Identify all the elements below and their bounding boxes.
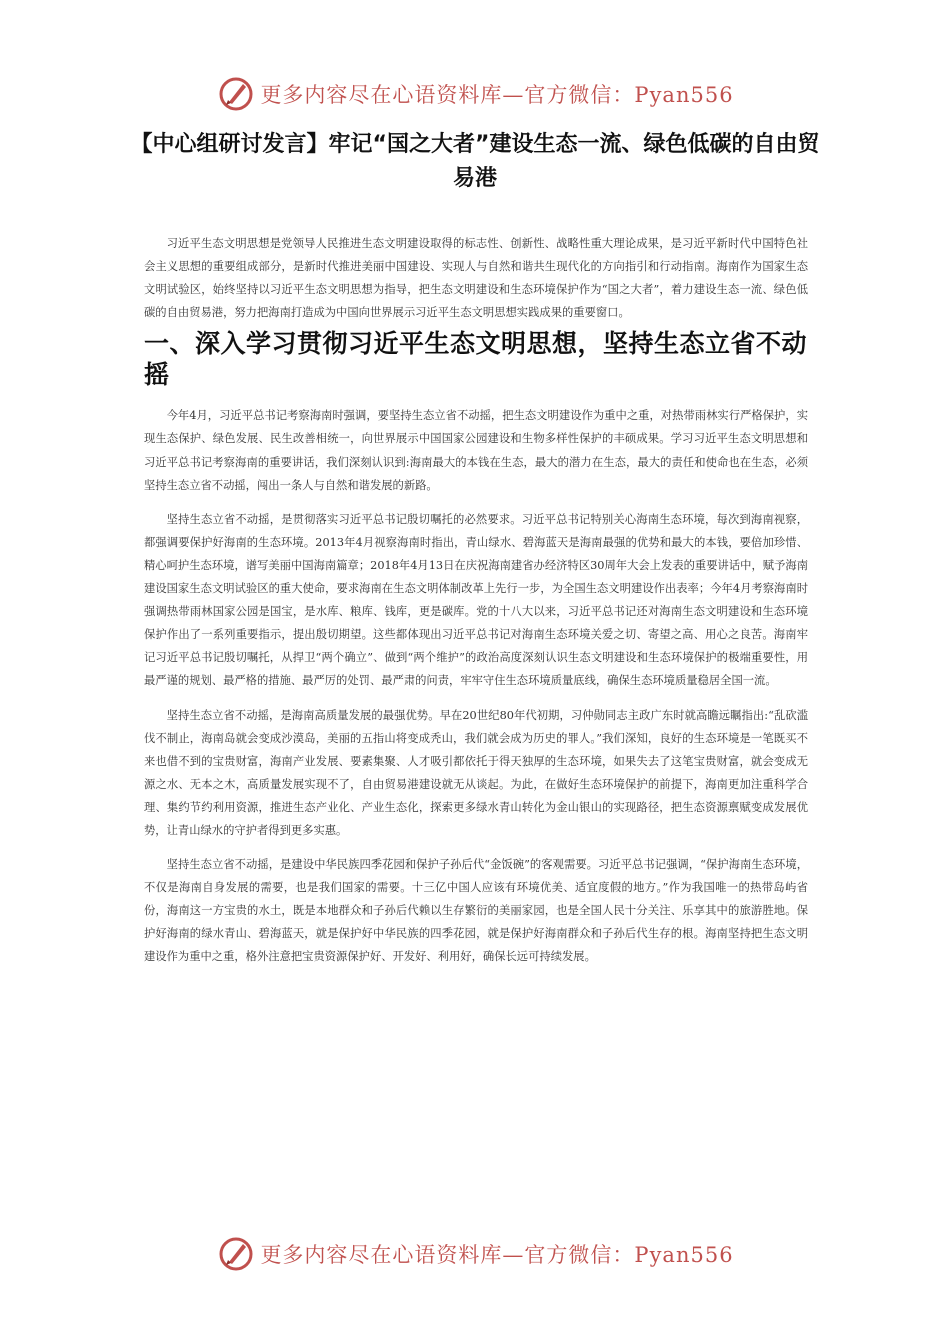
document-title: 【中心组研讨发言】牢记“国之大者”建设生态一流、绿色低碳的自由贸易港 — [130, 132, 820, 191]
body-paragraph: 坚持生态立省不动摇，是海南高质量发展的最强优势。早在20世纪80年代初期，习仲勋同志主政广东时就高瞻远瞩指出:“乱砍滥伐不制止，海南岛就会变成沙漠岛，美丽的五指山将变成秃山，我们就会成为历史的罪人。”我们深知，良好的生态环境是一笔既买不来也借不到的宝贵财富，海南产业发展、要素集聚、人才吸引都依托于得天独厚的生态环境，如果失去了这笔宝贵财富，就会变成无源之水、无本之木，高质量发展实现不了，自由贸易港建设就无从谈起。为此，在做好生态环境保护的前提下，海南更加注重科学合理、集约节约利用资源，推进生态产业化、产业生态化，探索更多绿水青山转化为金山银山的实现路径，把生态资源禀赋变成发展优势，让青山绿水的守护者得到更多实惠。 — [144, 708, 808, 837]
section-heading: 一、深入学习贯彻习近平生态文明思想，坚持生态立省不动摇 — [144, 329, 808, 390]
document-body — [144, 232, 808, 969]
body-paragraph: 坚持生态立省不动摇，是建设中华民族四季花园和保护子孙后代“金饭碗”的客观需要。习近平总书记强调，“保护海南生态环境，不仅是海南自身发展的需要，也是我们国家的需要。十三亿中国人应该有环境优美、适宜度假的地方。”作为我国唯一的热带岛屿省份，海南这一方宝贵的水土，既是本地群众和子孙后代赖以生存繁衍的美丽家园，也是全国人民十分关注、乐享其中的旅游胜地。保护好海南的绿水青山、碧海蓝天，就是保护好中华民族的四季花园，就是保护好海南群众和子孙后代生存的根。海南坚持把生态文明建设作为重中之重，格外注意把宝贵资源保护好、开发好、利用好，确保长远可持续发展。 — [144, 858, 808, 964]
watermark-text: 更多内容尽在心语资料库—官方微信：Pyan556 — [260, 1243, 734, 1267]
body-paragraph: 今年4月，习近平总书记考察海南时强调，要坚持生态立省不动摇，把生态文明建设作为重中之重，对热带雨林实行严格保护，实现生态保护、绿色发展、民生改善相统一，向世界展示中国国家公园建设和生物多样性保护的丰硕成果。学习习近平生态文明思想和习近平总书记考察海南的重要讲话，我们深刻认识到:海南最大的本钱在生态，最大的潜力在生态，最大的责任和使命也在生态，必须坚持生态立省不动摇，闯出一条人与自然和谐发展的新路。 — [144, 409, 808, 492]
pen-logo-icon — [216, 1234, 256, 1274]
watermark-text: 更多内容尽在心语资料库—官方微信：Pyan556 — [260, 83, 734, 107]
watermark-banner-top — [0, 74, 950, 114]
body-paragraph: 坚持生态立省不动摇，是贯彻落实习近平总书记殷切嘱托的必然要求。习近平总书记特别关心海南生态环境，每次到海南视察，都强调要保护好海南的生态环境。2013年4月视察海南时指出，青山绿水、碧海蓝天是海南最强的优势和最大的本钱，要倍加珍惜、精心呵护生态环境，谱写美丽中国海南篇章；2018年4月13日在庆祝海南建省办经济特区30周年大会上发表的重要讲话中，赋予海南建设国家生态文明试验区的重大使命，要求海南在生态文明体制改革上先行一步，为全国生态文明建设作出表率；今年4月考察海南时强调热带雨林国家公园是国宝，是水库、粮库、钱库，更是碳库。党的十八大以来，习近平总书记还对海南生态文明建设和生态环境保护作出了一系列重要指示，提出殷切期望。这些都体现出习近平总书记对海南生态环境关爱之切、寄望之高、用心之良苦。海南牢记习近平总书记殷切嘱托，从捍卫“两个确立”、做到“两个维护”的政治高度深刻认识生态文明建设和生态环境保护的极端重要性，用最严谨的规划、最严格的措施、最严厉的处罚、最严肃的问责，牢牢守住生态环境质量底线，确保生态环境质量稳居全国一流。 — [144, 512, 808, 688]
pen-logo-icon — [216, 74, 256, 114]
intro-paragraph: 习近平生态文明思想是党领导人民推进生态文明建设取得的标志性、创新性、战略性重大理论成果，是习近平新时代中国特色社会主义思想的重要组成部分，是新时代推进美丽中国建设、实现人与自然和谐共生现代化的方向指引和行动指南。海南作为国家生态文明试验区，始终坚持以习近平生态文明思想为指导，把生态文明建设和生态环境保护作为“国之大者”，着力建设生态一流、绿色低碳的自由贸易港，努力把海南打造成为中国向世界展示习近平生态文明思想实践成果的重要窗口。 — [144, 237, 808, 320]
watermark-banner-bottom — [0, 1234, 950, 1274]
